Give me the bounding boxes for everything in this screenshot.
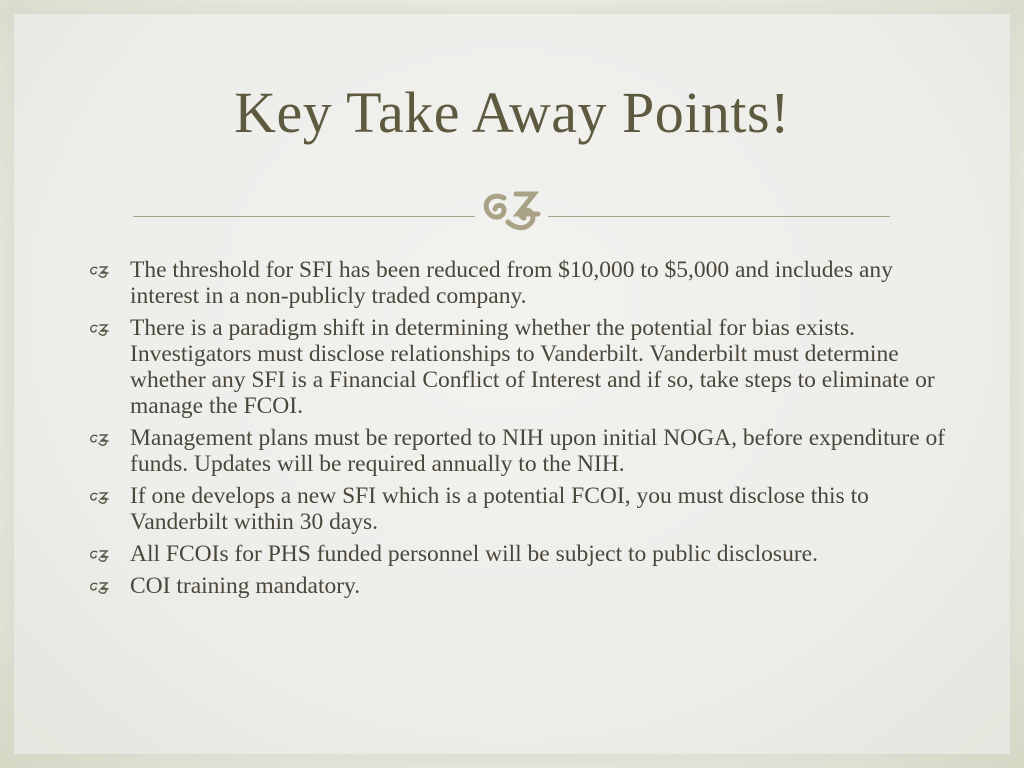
divider-line-right bbox=[548, 216, 890, 217]
bullet-text: All FCOIs for PHS funded personnel will be subject to public disclosure. bbox=[130, 541, 818, 567]
bullet-text: There is a paradigm shift in determining whether the potential for bias exists. Investigators must disclose relationships to Vanderbilt. Vanderbilt must determine whether any SFI is a Financial Conflict of Interest and if so, take steps to eliminate or manage the FCOI. bbox=[130, 315, 935, 419]
bullet-text: Management plans must be reported to NIH upon initial NOGA, before expenditure of funds. Updates will be required annually to the NIH. bbox=[130, 425, 946, 477]
scroll-ornament-icon bbox=[474, 180, 550, 240]
slide-title: Key Take Away Points! bbox=[234, 80, 790, 145]
scroll-bullet-icon bbox=[88, 490, 110, 506]
bullet-item bbox=[86, 257, 946, 309]
scroll-bullet-icon bbox=[88, 264, 110, 280]
bullet-text: The threshold for SFI has been reduced from $10,000 to $5,000 and includes any interest in a non-publicly traded company. bbox=[130, 257, 893, 309]
bullet-item bbox=[86, 425, 946, 477]
bullet-item bbox=[86, 541, 946, 567]
bullet-text: If one develops a new SFI which is a potential FCOI, you must disclose this to Vanderbilt within 30 days. bbox=[130, 483, 869, 535]
bullet-list bbox=[86, 257, 946, 605]
bullet-item bbox=[86, 573, 946, 599]
scroll-bullet-icon bbox=[88, 580, 110, 596]
bullet-item bbox=[86, 315, 946, 419]
scroll-bullet-icon bbox=[88, 548, 110, 564]
scroll-bullet-icon bbox=[88, 432, 110, 448]
scroll-bullet-icon bbox=[88, 322, 110, 338]
bullet-text: COI training mandatory. bbox=[130, 573, 361, 599]
bullet-item bbox=[86, 483, 946, 535]
divider-line-left bbox=[133, 216, 475, 217]
